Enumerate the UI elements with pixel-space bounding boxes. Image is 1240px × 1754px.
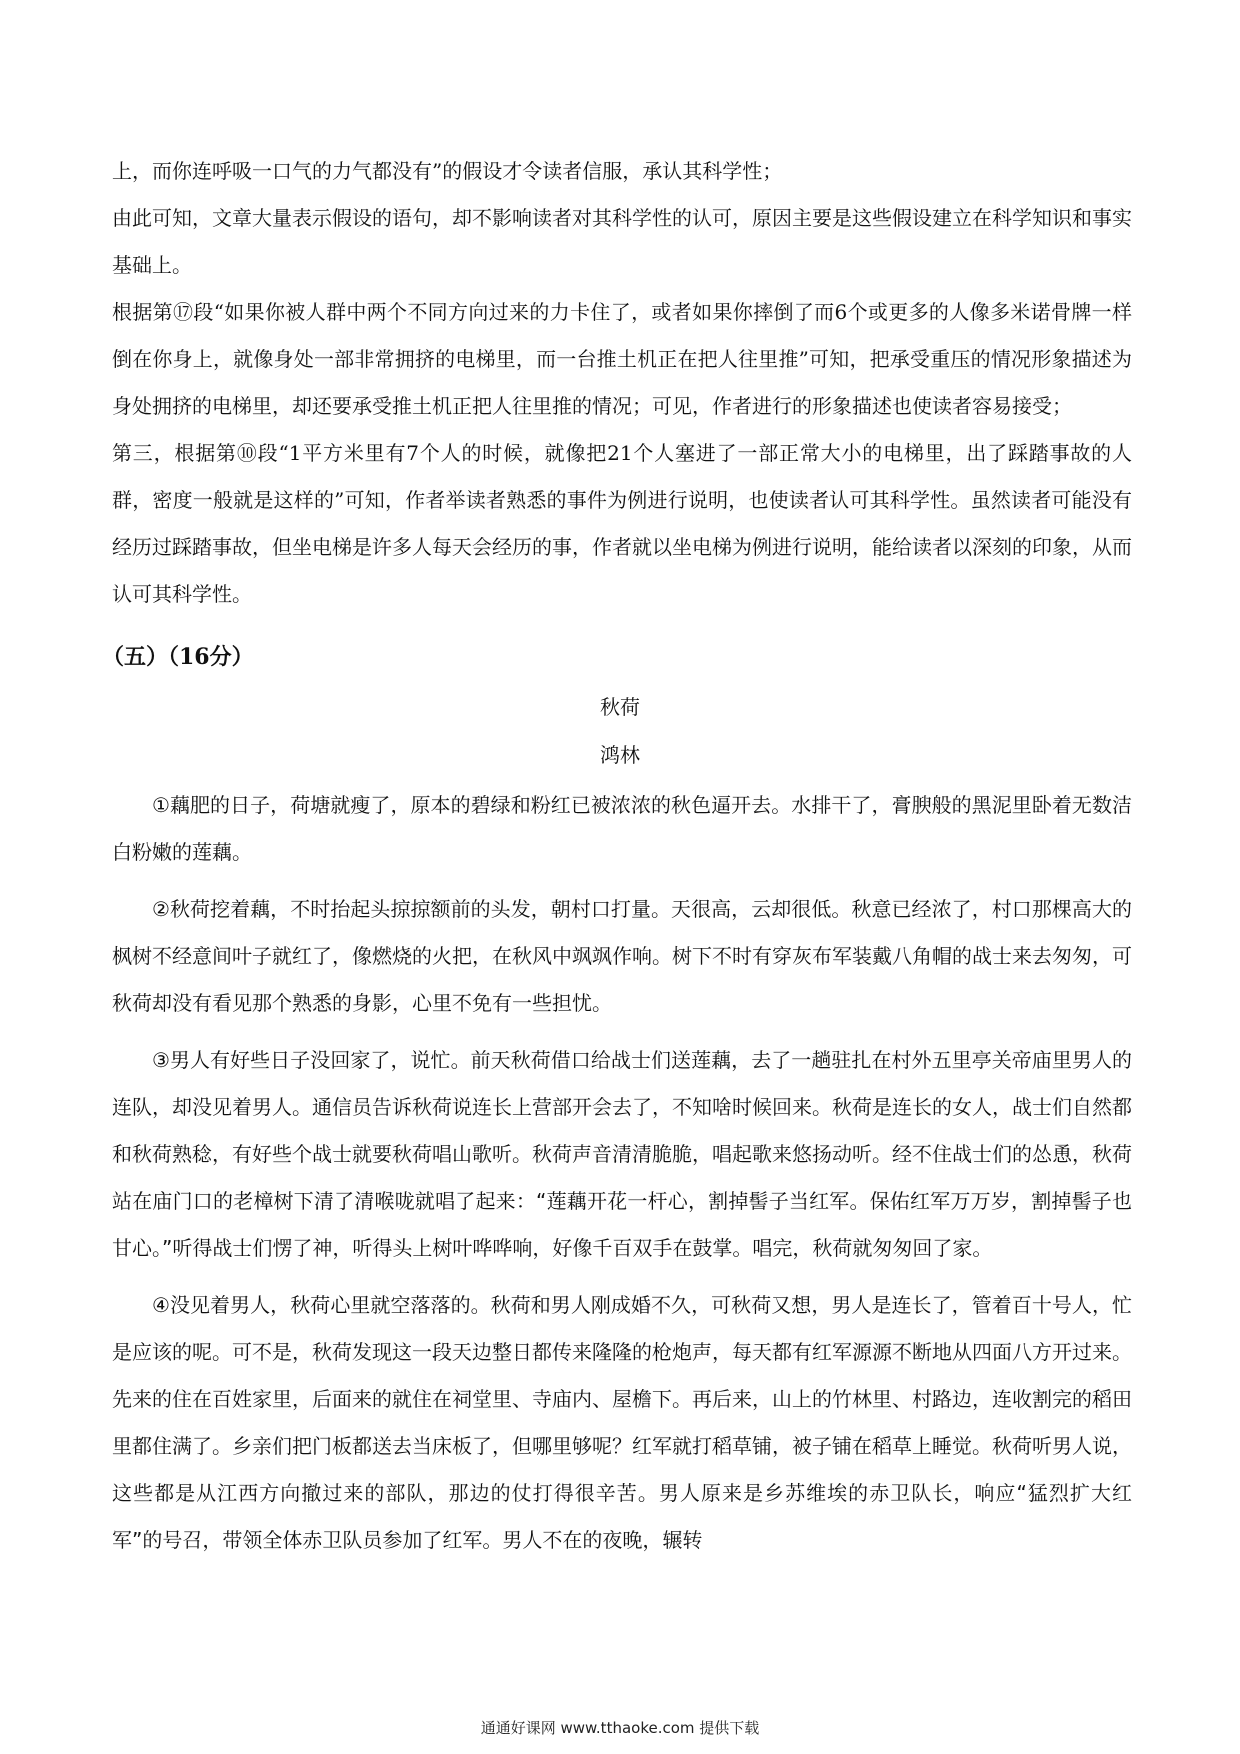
answer-paragraph: 第三，根据第⑩段“1平方米里有7个人的时候，就像把21个人塞进了一部正常大小的电梯里，出了踩踏事故的人群，密度一般就是这样的”可知，作者举读者熟悉的事件为例进行说明，也使读者认可其科学性。虽然读者可能没有经历过踩踏事故，但坐电梯是许多人每天会经历的事，作者就以坐电梯为例进行说明，能给读者以深刻的印象，从而认可其科学性。 bbox=[112, 441, 1132, 606]
answer-paragraph: 根据第⑰段“如果你被人群中两个不同方向过来的力卡住了，或者如果你摔倒了而6个或更多的人像多米诺骨牌一样倒在你身上，就像身处一部非常拥挤的电梯里，而一台推土机正在把人往里推”可知，把承受重压的情况形象描述为身处拥挤的电梯里，却还要承受推土机正把人往里推的情况；可见，作者进行的形象描述也使读者容易接受； bbox=[112, 300, 1132, 418]
story-paragraph: ④没见着男人，秋荷心里就空落落的。秋荷和男人刚成婚不久，可秋荷又想，男人是连长了，管着百十号人，忙是应该的呢。可不是，秋荷发现这一段天边整日都传来隆隆的枪炮声，每天都有红军源源不断地从四面八方开过来。先来的住在百姓家里，后面来的就住在祠堂里、寺庙内、屋檐下。再后来，山上的竹林里、村路边，连收割完的稻田里都住满了。乡亲们把门板都送去当床板了，但哪里够呢？红军就打稻草铺，被子铺在稻草上睡觉。秋荷听男人说，这些都是从江西方向撤过来的部队，那边的仗打得很辛苦。男人原来是乡苏维埃的赤卫队长，响应“猛烈扩大红军”的号召，带领全体赤卫队员参加了红军。男人不在的夜晚，辗转 bbox=[112, 1293, 1132, 1552]
article-title: 秋荷 bbox=[600, 695, 640, 719]
answer-paragraph: 由此可知，文章大量表示假设的语句，却不影响读者对其科学性的认可，原因主要是这些假设建立在科学知识和事实基础上。 bbox=[112, 206, 1132, 277]
story-paragraph: ②秋荷挖着藕，不时抬起头掠掠额前的头发，朝村口打量。天很高，云却很低。秋意已经浓了，村口那棵高大的枫树不经意间叶子就红了，像燃烧的火把，在秋风中飒飒作响。树下不时有穿灰布军装戴八角帽的战士来去匆匆，可秋荷却没有看见那个熟悉的身影，心里不免有一些担忧。 bbox=[112, 897, 1132, 1015]
story-paragraph: ③男人有好些日子没回家了，说忙。前天秋荷借口给战士们送莲藕，去了一趟驻扎在村外五里亭关帝庙里男人的连队，却没见着男人。通信员告诉秋荷说连长上营部开会去了，不知啥时候回来。秋荷是连长的女人，战士们自然都和秋荷熟稔，有好些个战士就要秋荷唱山歌听。秋荷声音清清脆脆，唱起歌来悠扬动听。经不住战士们的怂恿，秋荷站在庙门口的老樟树下清了清喉咙就唱了起来：“莲藕开花一杆心，割掉髻子当红军。保佑红军万万岁，割掉髻子也甘心。”听得战士们愣了神，听得头上树叶哗哗响，好像千百双手在鼓掌。唱完，秋荷就匆匆回了家。 bbox=[112, 1048, 1132, 1260]
page-footer: 通通好课网 www.tthaoke.com 提供下载 bbox=[480, 1719, 760, 1737]
story-body bbox=[112, 782, 1132, 1574]
section-heading: （五）（16分） bbox=[102, 644, 254, 670]
answer-paragraph: 上，而你连呼吸一口气的力气都没有”的假设才令读者信服，承认其科学性； bbox=[112, 159, 783, 183]
story-paragraph: ①藕肥的日子，荷塘就瘦了，原本的碧绿和粉红已被浓浓的秋色逼开去。水排干了，膏腴般的黑泥里卧着无数洁白粉嫩的莲藕。 bbox=[112, 793, 1132, 864]
article-author: 鸿林 bbox=[600, 743, 640, 767]
answer-analysis-section bbox=[112, 148, 1132, 618]
